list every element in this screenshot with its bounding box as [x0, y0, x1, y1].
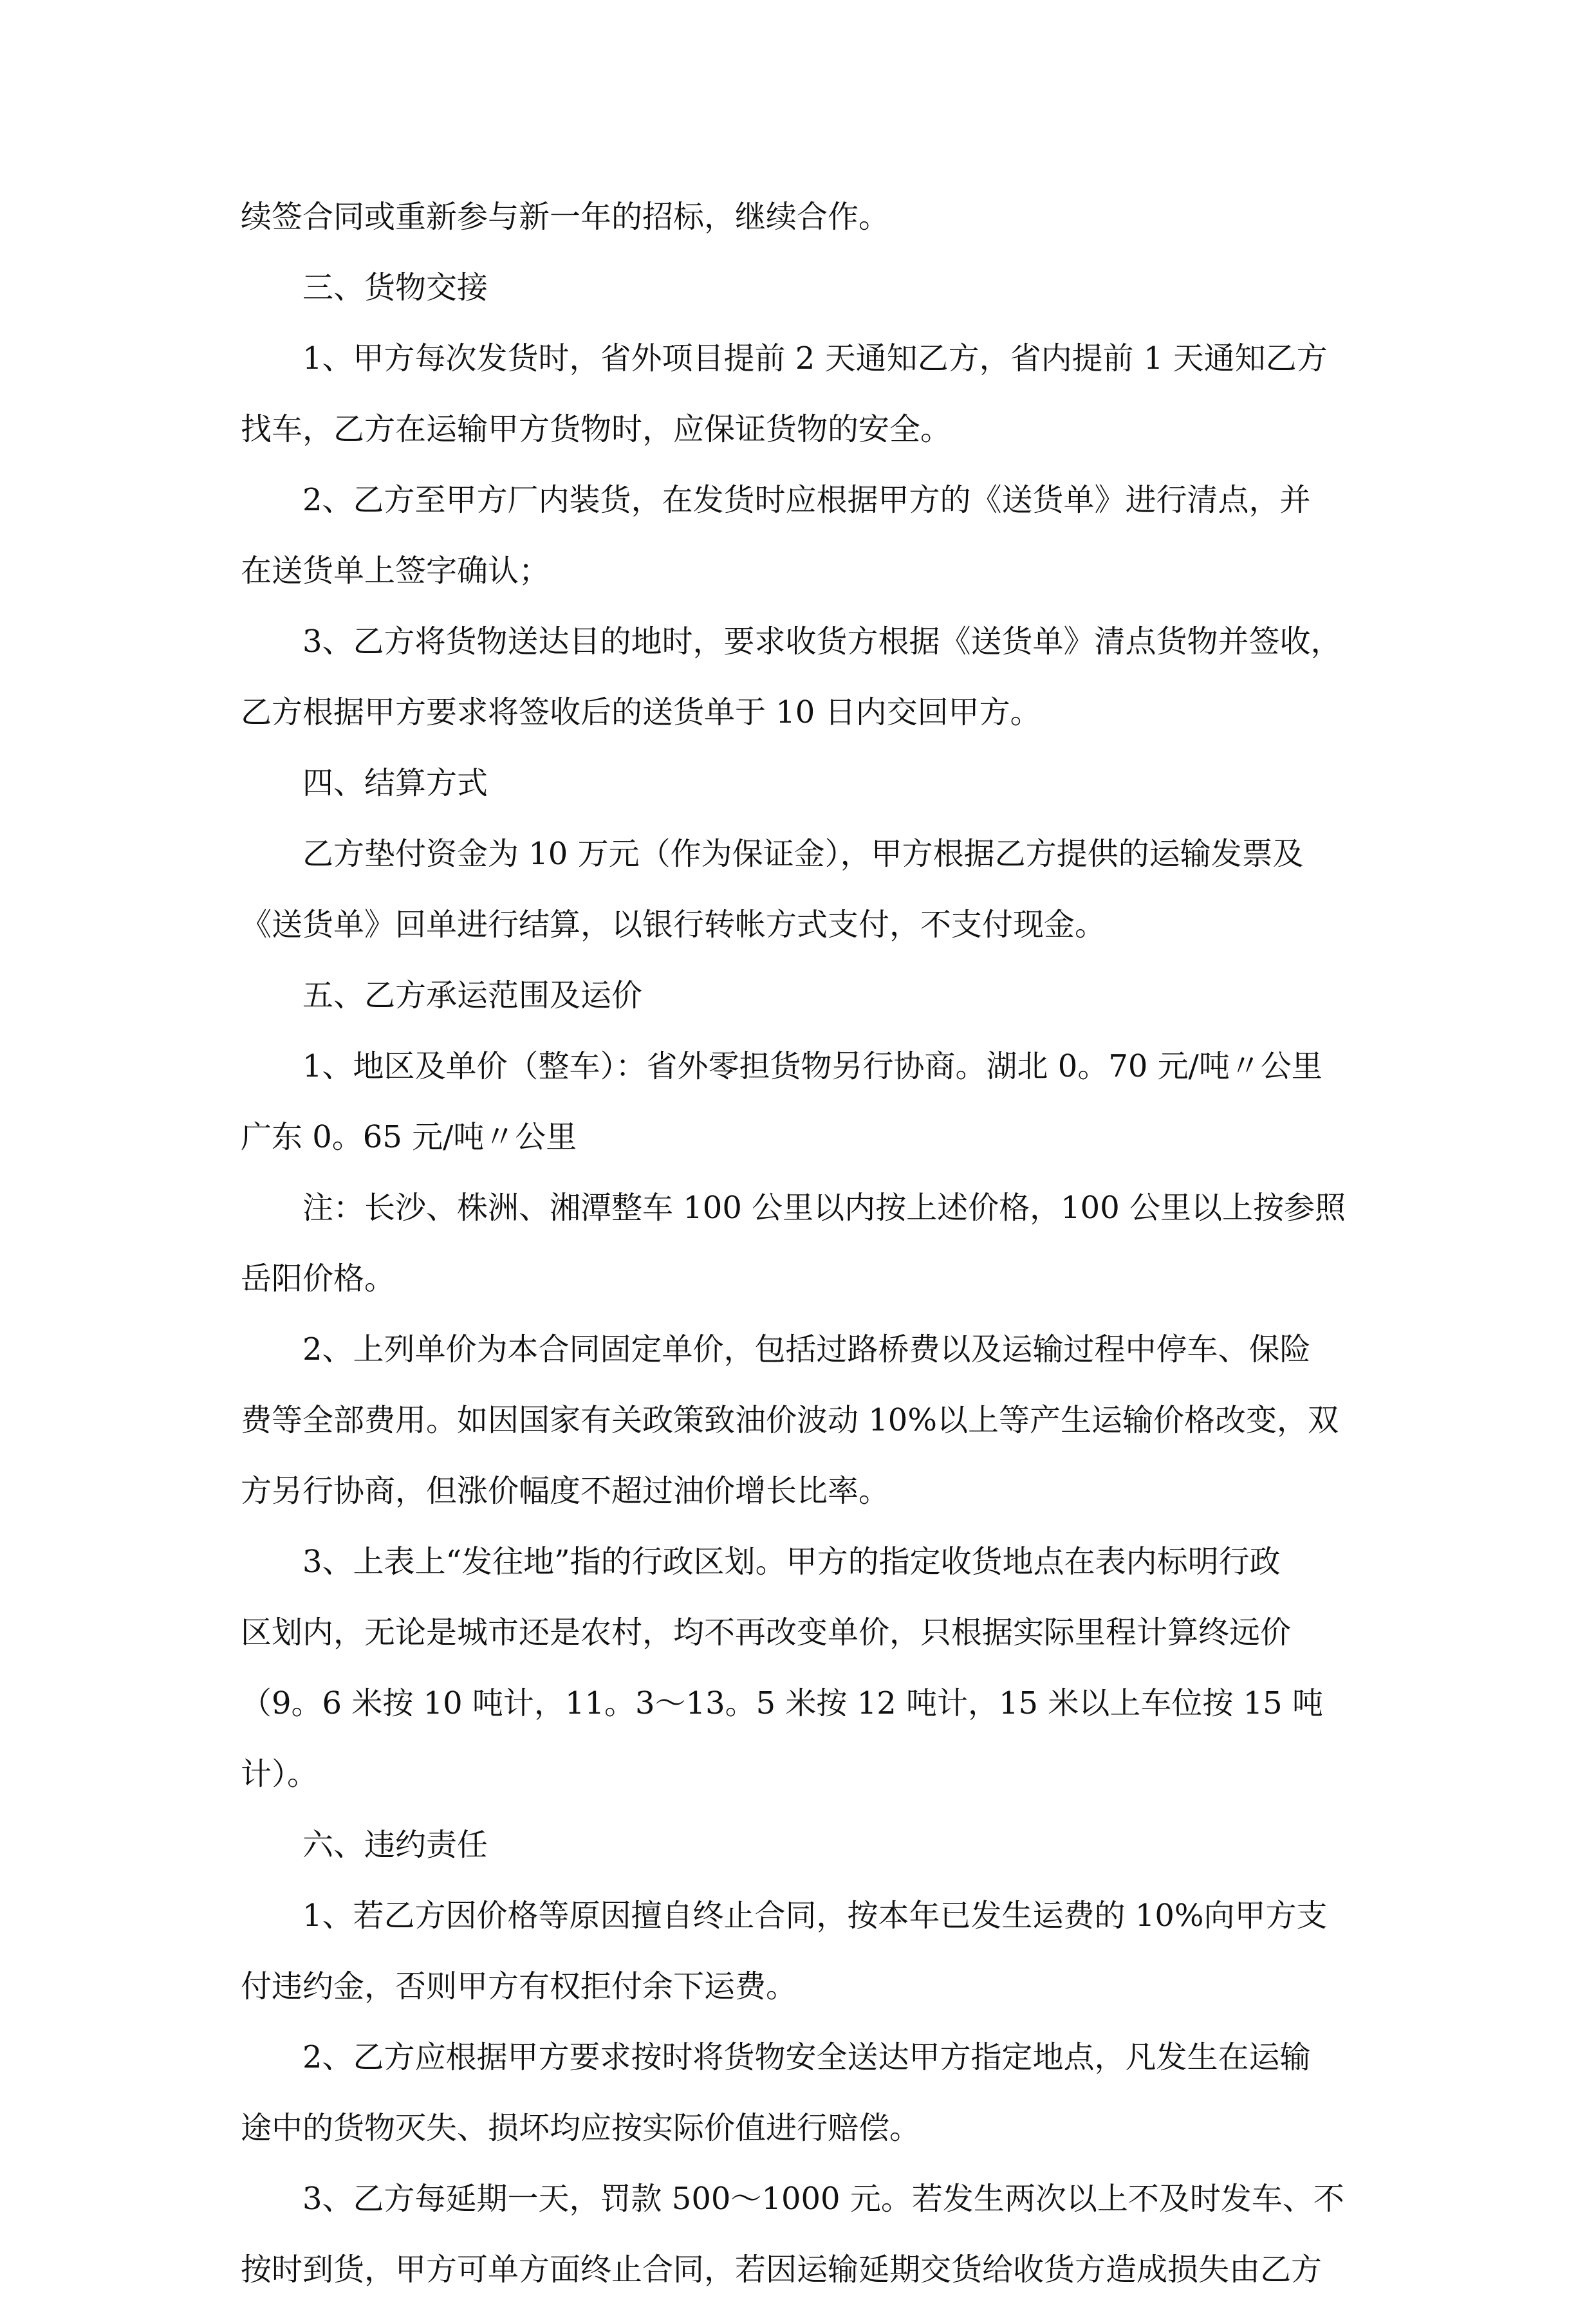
document-line: 四、结算方式 [302, 765, 488, 801]
document-body [241, 181, 1373, 2305]
document-line: 1、若乙方因价格等原因擅自终止合同，按本年已发生运费的 10%向甲方支 [302, 1898, 1328, 1934]
document-line: 付违约金，否则甲方有权拒付余下运费。 [241, 1968, 797, 2004]
document-line: 3、乙方每延期一天，罚款 500～1000 元。若发生两次以上不及时发车、不 [302, 2181, 1344, 2217]
document-line: 3、上表上“发往地”指的行政区划。甲方的指定收货地点在表内标明行政 [302, 1544, 1281, 1580]
document-line: 区划内，无论是城市还是农村，均不再改变单价，只根据实际里程计算终远价 [241, 1615, 1292, 1651]
document-line: 广东 0。65 元/吨〃公里 [241, 1119, 577, 1155]
document-line: 按时到货，甲方可单方面终止合同，若因运输延期交货给收货方造成损失由乙方 [241, 2252, 1322, 2288]
document-line: 乙方垫付资金为 10 万元（作为保证金），甲方根据乙方提供的运输发票及 [302, 836, 1304, 872]
document-line: 五、乙方承运范围及运价 [302, 977, 643, 1014]
document-line: 找车，乙方在运输甲方货物时，应保证货物的安全。 [241, 411, 952, 447]
document-line: 2、乙方应根据甲方要求按时将货物安全送达甲方指定地点，凡发生在运输 [302, 2039, 1311, 2075]
document-line: 岳阳价格。 [241, 1261, 396, 1297]
document-line: （9。6 米按 10 吨计，11。3～13。5 米按 12 吨计，15 米以上车位按 15 吨计）。 [241, 1685, 1323, 1792]
document-line: 3、乙方将货物送达目的地时，要求收货方根据《送货单》清点货物并签收， [302, 624, 1342, 660]
document-line: 注：长沙、株洲、湘潭整车 100 公里以内按上述价格，100 公里以上按参照 [302, 1190, 1346, 1226]
document-line: 2、上列单价为本合同固定单价，包括过路桥费以及运输过程中停车、保险 [302, 1331, 1311, 1367]
document-line: 途中的货物灭失、损坏均应按实际价值进行赔偿。 [241, 2110, 921, 2146]
document-line: 《送货单》回单进行结算，以银行转帐方式支付，不支付现金。 [241, 907, 1106, 943]
document-line: 乙方根据甲方要求将签收后的送货单于 10 日内交回甲方。 [241, 694, 1041, 730]
document-line: 六、违约责任 [302, 1827, 488, 1863]
document-line: 三、货物交接 [302, 270, 488, 306]
document-line: 2、乙方至甲方厂内装货，在发货时应根据甲方的《送货单》进行清点，并 [302, 482, 1311, 518]
document-line: 1、地区及单价（整车）：省外零担货物另行协商。湖北 0。70 元/吨〃公里 [302, 1048, 1322, 1084]
document-line: 1、甲方每次发货时，省外项目提前 2 天通知乙方，省内提前 1 天通知乙方 [302, 340, 1328, 376]
document-line: 方另行协商，但涨价幅度不超过油价增长比率。 [241, 1473, 890, 1509]
document-line: 续签合同或重新参与新一年的招标，继续合作。 [241, 199, 890, 235]
document-line: 费等全部费用。如因国家有关政策致油价波动 10%以上等产生运输价格改变，双 [241, 1402, 1339, 1438]
document-line: 在送货单上签字确认； [241, 553, 550, 589]
